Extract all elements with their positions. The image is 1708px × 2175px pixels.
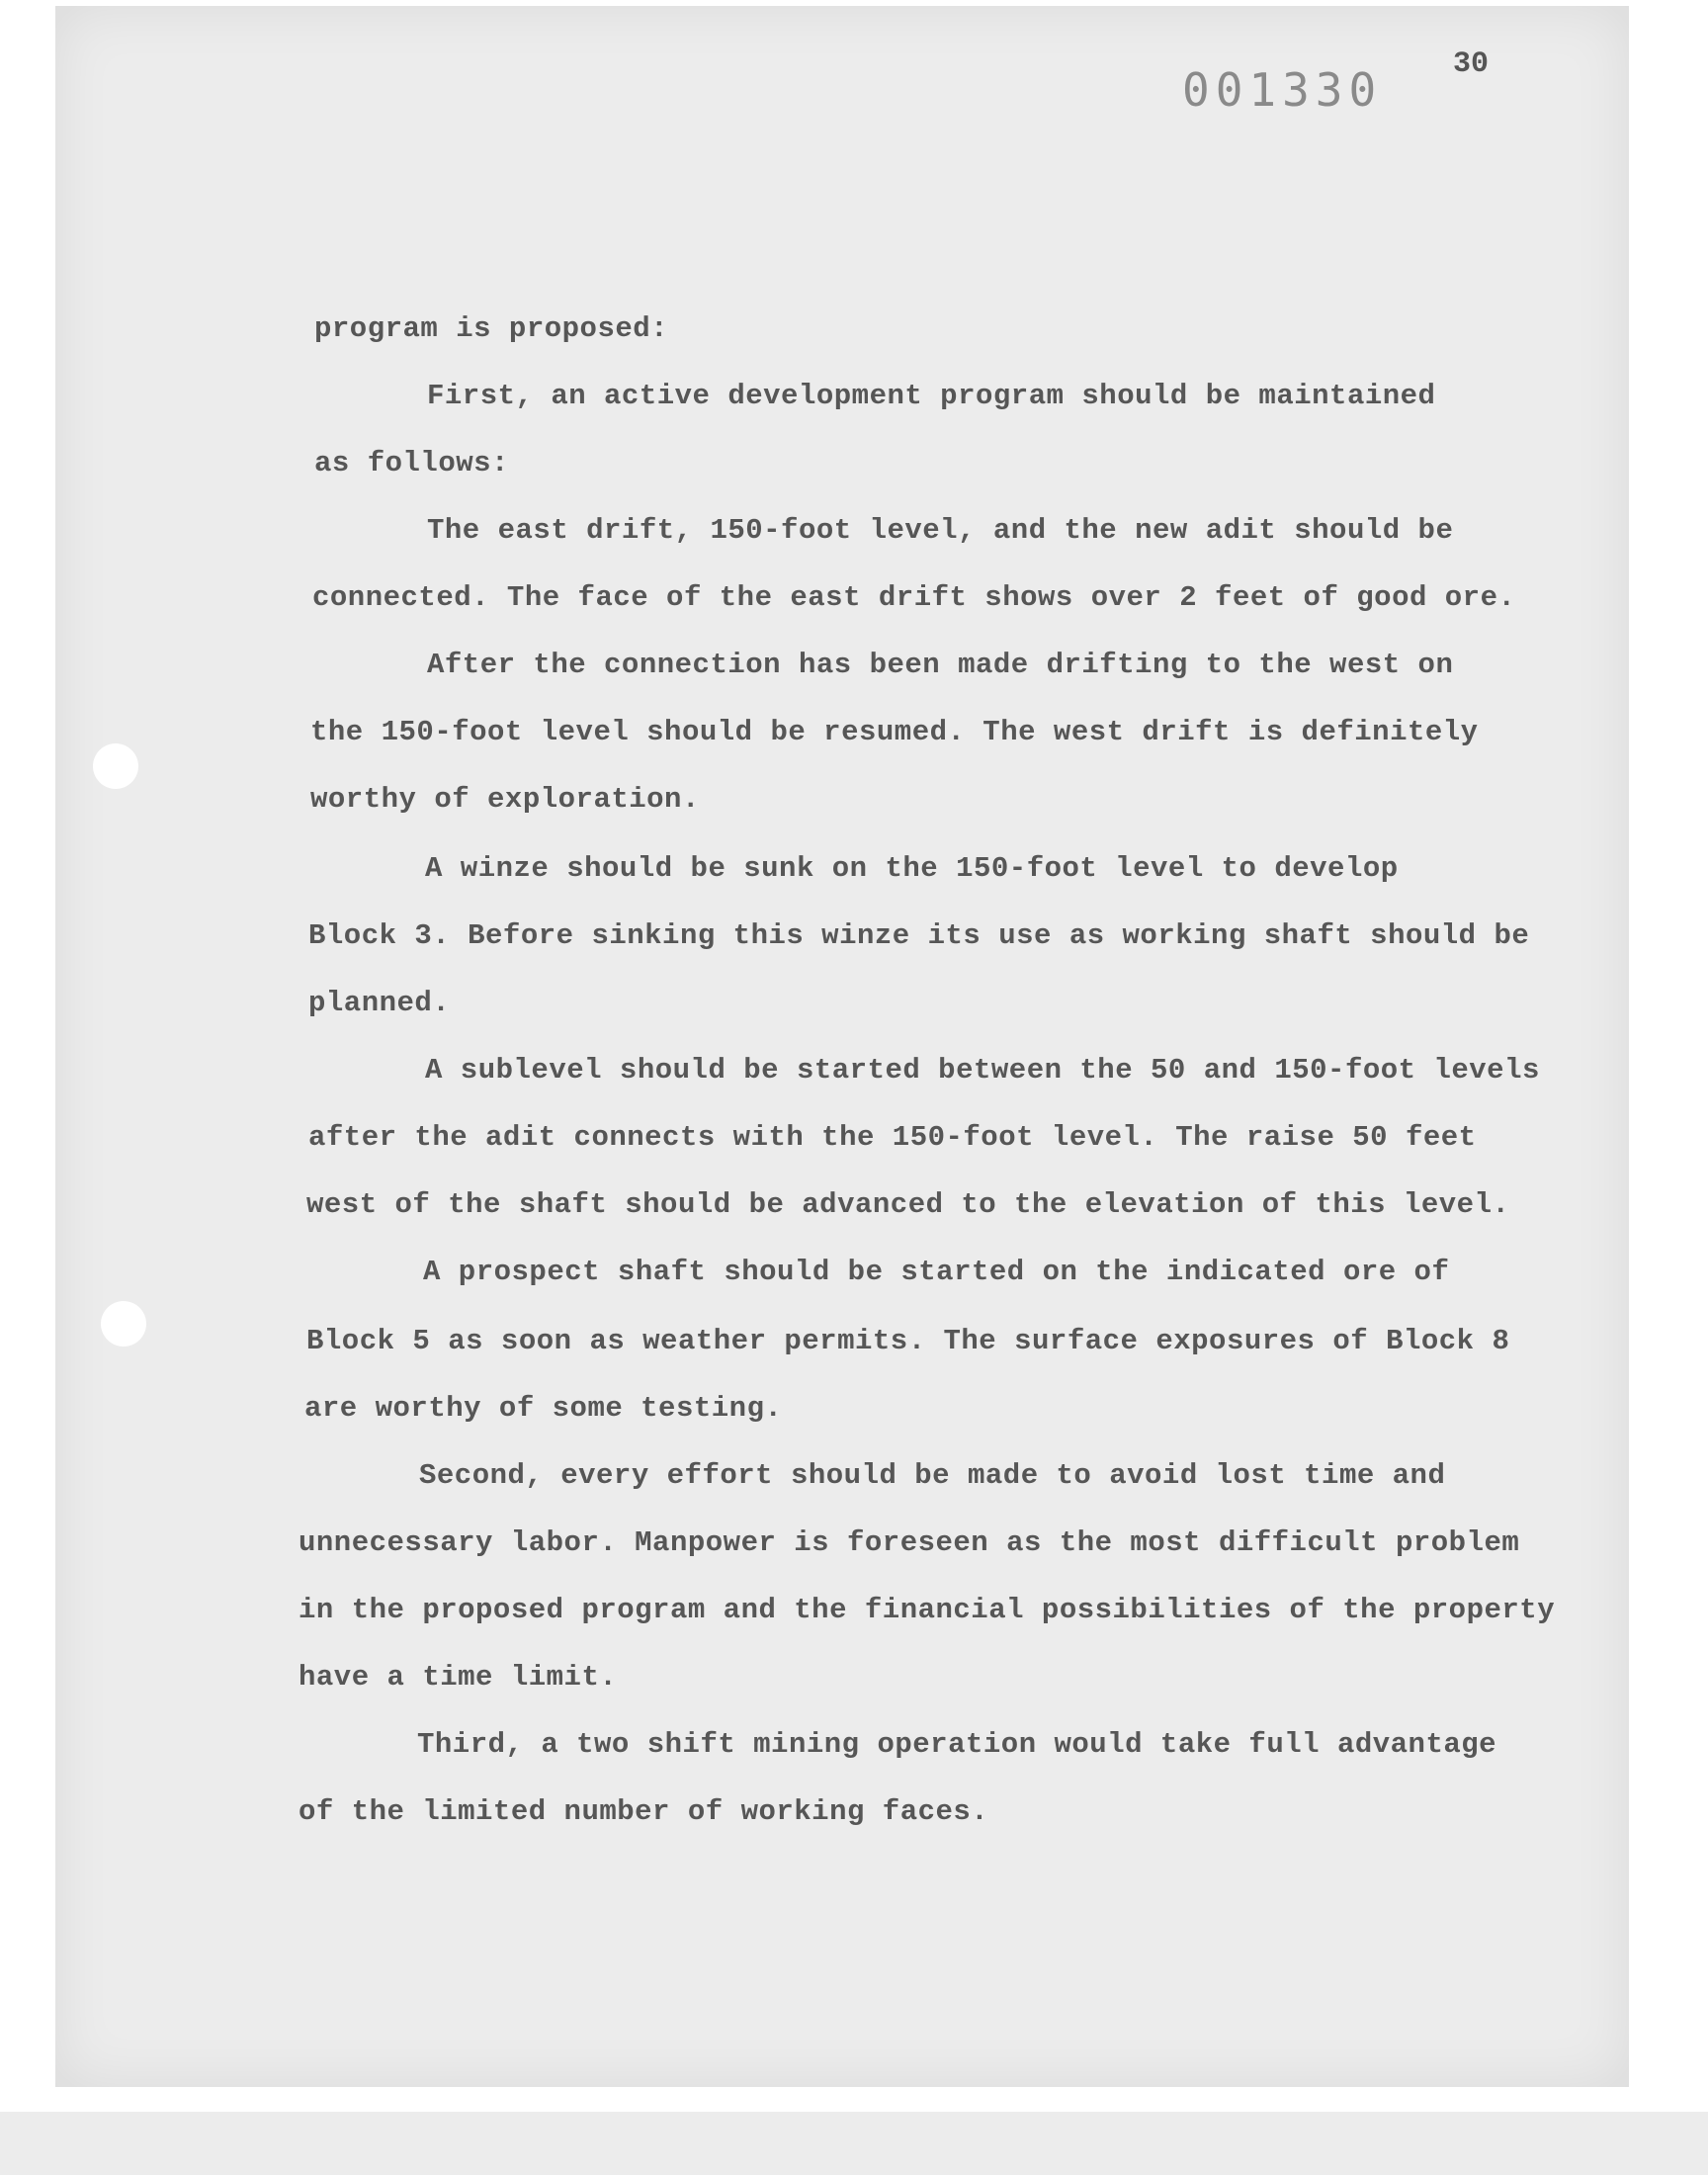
text-line: in the proposed program and the financial possibilities of the property: [299, 1594, 1556, 1626]
text-line: unnecessary labor. Manpower is foreseen as the most difficult problem: [299, 1526, 1520, 1559]
text-line: Second, every effort should be made to avoid lost time and: [419, 1459, 1446, 1492]
text-line: Block 3. Before sinking this winze its use as working shaft should be: [308, 919, 1530, 952]
text-line: First, an active development program should be maintained: [427, 380, 1436, 412]
text-line: west of the shaft should be advanced to the elevation of this level.: [306, 1188, 1510, 1221]
text-line: worthy of exploration.: [310, 783, 700, 816]
text-line: have a time limit.: [299, 1661, 618, 1694]
text-line: The east drift, 150-foot level, and the new adit should be: [427, 514, 1454, 547]
text-line: the 150-foot level should be resumed. The west drift is definitely: [310, 716, 1479, 748]
text-line: program is proposed:: [314, 312, 669, 345]
scanned-page: [55, 6, 1629, 2087]
text-line: after the adit connects with the 150-foot level. The raise 50 feet: [308, 1121, 1477, 1154]
text-line: Third, a two shift mining operation would take full advantage: [417, 1728, 1497, 1761]
page-bottom-edge: [0, 2112, 1708, 2175]
text-line: as follows:: [314, 447, 509, 479]
page-number: 30: [1453, 47, 1490, 81]
text-line: A sublevel should be started between the 50 and 150-foot levels: [425, 1054, 1540, 1087]
text-line: After the connection has been made drifting to the west on: [427, 649, 1454, 681]
text-line: Block 5 as soon as weather permits. The surface exposures of Block 8: [306, 1325, 1510, 1357]
document-number: 001330: [1182, 63, 1383, 117]
text-line: planned.: [308, 987, 451, 1019]
punch-hole-lower: [101, 1301, 146, 1347]
punch-hole-upper: [93, 743, 138, 789]
text-line: of the limited number of working faces.: [299, 1795, 989, 1828]
text-line: connected. The face of the east drift shows over 2 feet of good ore.: [312, 581, 1516, 614]
text-line: are worthy of some testing.: [304, 1392, 783, 1425]
text-line: A prospect shaft should be started on the indicated ore of: [423, 1256, 1450, 1288]
text-line: A winze should be sunk on the 150-foot level to develop: [425, 852, 1399, 885]
